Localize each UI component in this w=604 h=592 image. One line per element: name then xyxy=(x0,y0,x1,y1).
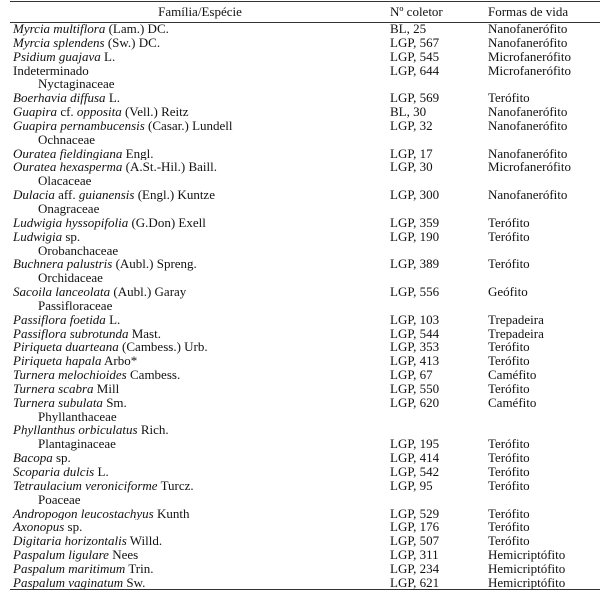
collector-cell: LGP, 545 xyxy=(390,49,440,64)
species-author: L. xyxy=(108,91,121,106)
species-name: Passiflora subrotunda xyxy=(13,326,129,341)
collector-cell: LGP, 195 xyxy=(390,437,440,452)
collector-cell: LGP, 300 xyxy=(390,188,440,202)
name-cell xyxy=(10,105,390,119)
species-author: Sm. xyxy=(106,395,127,410)
species-name: Indeterminado xyxy=(13,63,89,78)
life-form-cell: Terófito xyxy=(488,465,530,479)
species-name: Andropogon leucostachyus xyxy=(13,506,154,521)
life-form-cell xyxy=(488,271,600,285)
species-author: Mast. xyxy=(131,326,161,341)
species-author: Sw. xyxy=(126,575,146,590)
name-cell xyxy=(10,368,390,382)
header-family-species: Família/Espécie xyxy=(158,4,242,19)
life-form-cell: Caméfito xyxy=(488,395,537,410)
life-form-cell: Terófito xyxy=(488,451,530,465)
name-cell xyxy=(10,520,390,534)
species-row xyxy=(10,188,600,202)
name-cell xyxy=(10,548,390,562)
name-cell xyxy=(10,299,390,313)
collector-cell xyxy=(390,77,488,91)
species-row xyxy=(10,396,600,410)
species-author: L. xyxy=(109,312,121,327)
life-form-cell: Geófito xyxy=(488,285,528,299)
species-author: (Aubl.) Garay xyxy=(113,285,187,299)
species-row xyxy=(10,160,600,174)
collector-cell: LGP, 413 xyxy=(390,354,440,369)
life-form-cell: Nanofanerófito xyxy=(488,118,568,133)
species-author: (Aubl.) Spreng. xyxy=(115,257,197,272)
species-name: Ouratea hexasperma xyxy=(13,160,123,175)
species-author-2: (Vell.) Reitz xyxy=(124,105,189,119)
species-row xyxy=(10,91,600,105)
life-form-cell: Terófito xyxy=(488,340,530,355)
name-cell xyxy=(10,36,390,50)
name-cell xyxy=(10,534,390,548)
life-form-cell: Terófito xyxy=(488,437,530,452)
life-form-cell: Terófito xyxy=(488,506,530,521)
name-cell xyxy=(10,77,390,91)
collector-cell: LGP, 621 xyxy=(390,575,440,590)
family-row xyxy=(10,202,600,216)
species-author: sp. xyxy=(55,451,71,465)
species-row xyxy=(10,216,600,230)
collector-cell: LGP, 234 xyxy=(390,561,440,576)
species-name: Digitaria horizontalis xyxy=(13,534,127,549)
species-row xyxy=(10,576,600,590)
species-row xyxy=(10,340,600,354)
species-name: Paspalum vaginatum xyxy=(13,575,124,590)
life-form-cell xyxy=(488,202,600,216)
family-name: Nyctaginaceae xyxy=(38,77,115,92)
species-author: Arbo* xyxy=(104,354,138,369)
life-form-cell xyxy=(488,174,600,188)
collector-cell: LGP, 176 xyxy=(390,520,440,535)
species-name: Turnera scabra xyxy=(13,381,94,396)
species-author: Willd. xyxy=(129,534,163,549)
name-cell xyxy=(10,576,390,590)
species-author: (Cambess.) Urb. xyxy=(122,340,208,355)
species-row xyxy=(10,507,600,521)
collector-cell: LGP, 567 xyxy=(390,35,440,50)
family-name: Ochnaceae xyxy=(38,132,96,147)
name-cell xyxy=(10,50,390,64)
life-form-cell xyxy=(488,133,600,147)
species-author: (G.Don) Exell xyxy=(131,215,206,230)
species-name: Guapira xyxy=(13,105,58,119)
name-cell xyxy=(10,216,390,230)
name-cell xyxy=(10,437,390,451)
collector-cell: LGP, 507 xyxy=(390,534,440,549)
species-name: Turnera subulata xyxy=(13,395,103,410)
name-cell xyxy=(10,22,390,36)
species-author: L. xyxy=(97,465,109,479)
collector-cell: LGP, 644 xyxy=(390,63,440,78)
name-cell xyxy=(10,133,390,147)
name-cell xyxy=(10,188,390,202)
species-name: Tetraulacium veroniciforme xyxy=(13,478,158,493)
species-author: (Casar.) Lundell xyxy=(148,118,233,133)
collector-cell xyxy=(390,174,488,188)
collector-cell: LGP, 529 xyxy=(390,506,440,521)
species-row xyxy=(10,147,600,161)
name-cell xyxy=(10,64,390,78)
species-author: (A.St.-Hil.) Baill. xyxy=(125,160,218,175)
species-author: Rich. xyxy=(140,423,169,438)
name-cell xyxy=(10,160,390,174)
species-author-2: (Engl.) Kuntze xyxy=(137,188,215,202)
species-author: sp. xyxy=(67,520,83,535)
species-name: Myrcia splendens xyxy=(13,35,105,50)
family-row xyxy=(10,271,600,285)
life-form-cell xyxy=(488,77,600,91)
collector-cell xyxy=(390,202,488,216)
family-row xyxy=(10,174,600,188)
table-body xyxy=(10,22,600,590)
name-cell xyxy=(10,423,390,437)
life-form-cell: Terófito xyxy=(488,215,530,230)
life-form-cell: Trepadeira xyxy=(488,312,544,327)
name-cell xyxy=(10,91,390,105)
collector-cell: LGP, 67 xyxy=(390,368,433,382)
species-name: Boerhavia diffusa xyxy=(13,91,106,106)
name-cell xyxy=(10,340,390,354)
species-name: Psidium guajava xyxy=(13,49,101,64)
name-cell xyxy=(10,465,390,479)
life-form-cell: Terófito xyxy=(488,91,530,106)
species-row xyxy=(10,257,600,271)
species-row xyxy=(10,230,600,244)
life-form-cell: Microfanerófito xyxy=(488,49,572,64)
collector-cell: LGP, 414 xyxy=(390,451,440,465)
species-author: aff. xyxy=(58,188,76,202)
name-cell xyxy=(10,507,390,521)
life-form-cell: Hemicriptófito xyxy=(488,561,566,576)
family-name: Phyllanthaceae xyxy=(38,409,117,424)
name-cell xyxy=(10,327,390,341)
species-epithet: opposita xyxy=(76,105,122,119)
species-name: Paspalum maritimum xyxy=(13,561,126,576)
species-epithet: guianensis xyxy=(78,188,135,202)
species-row xyxy=(10,451,600,465)
species-name: Dulacia xyxy=(13,188,55,202)
species-author: (Sw.) DC. xyxy=(107,35,161,50)
life-form-cell: Terófito xyxy=(488,381,530,396)
life-form-cell: Terófito xyxy=(488,478,530,493)
species-author: Cambess. xyxy=(130,368,181,382)
species-author: Nees xyxy=(112,548,139,562)
name-cell xyxy=(10,562,390,576)
species-row xyxy=(10,520,600,534)
family-row xyxy=(10,410,600,424)
name-cell xyxy=(10,230,390,244)
collector-cell xyxy=(390,299,488,313)
life-form-cell: Terófito xyxy=(488,229,530,244)
species-row xyxy=(10,327,600,341)
header-collector: Nº coletor xyxy=(390,4,443,19)
species-author: Engl. xyxy=(125,146,154,161)
life-form-cell: Microfanerófito xyxy=(488,63,572,78)
name-cell xyxy=(10,382,390,396)
collector-cell: LGP, 95 xyxy=(390,478,433,493)
name-cell xyxy=(10,147,390,161)
collector-cell: LGP, 556 xyxy=(390,285,440,299)
collector-cell: LGP, 542 xyxy=(390,465,440,479)
life-form-cell: Hemicriptófito xyxy=(488,548,566,562)
collector-cell: LGP, 550 xyxy=(390,381,440,396)
species-name: Ludwigia xyxy=(13,229,63,244)
species-author: Mill xyxy=(96,381,120,396)
collector-cell: LGP, 620 xyxy=(390,395,440,410)
collector-cell: LGP, 30 xyxy=(390,160,433,175)
species-name: Piriqueta duarteana xyxy=(13,340,119,355)
species-author: Turcz. xyxy=(160,478,194,493)
collector-cell xyxy=(390,493,488,507)
collector-cell xyxy=(390,244,488,258)
life-form-cell xyxy=(488,299,600,313)
life-form-cell: Nanofanerófito xyxy=(488,105,568,119)
species-author: sp. xyxy=(65,229,81,244)
name-cell xyxy=(10,244,390,258)
life-form-cell xyxy=(488,423,600,437)
life-form-cell: Microfanerófito xyxy=(488,160,572,175)
collector-cell: LGP, 32 xyxy=(390,118,433,133)
collector-cell xyxy=(390,410,488,424)
species-author: Trin. xyxy=(128,561,154,576)
species-row xyxy=(10,105,600,119)
life-form-cell: Terófito xyxy=(488,534,530,549)
family-name: Orchidaceae xyxy=(38,271,103,286)
species-row xyxy=(10,64,600,78)
species-row xyxy=(10,479,600,493)
collector-cell: BL, 30 xyxy=(390,105,427,119)
name-cell xyxy=(10,410,390,424)
collector-cell xyxy=(390,423,488,437)
family-name: Olacaceae xyxy=(38,174,92,189)
collector-cell: LGP, 389 xyxy=(390,257,440,272)
species-author: L. xyxy=(104,49,116,64)
family-name: Passifloraceae xyxy=(38,298,113,313)
species-row xyxy=(10,354,600,368)
species-author: cf. xyxy=(60,105,74,119)
life-form-cell: Terófito xyxy=(488,520,530,535)
header-life-form: Formas de vida xyxy=(488,4,569,19)
life-form-cell: Nanofanerófito xyxy=(488,22,568,36)
name-cell xyxy=(10,451,390,465)
species-author: (Lam.) DC. xyxy=(108,22,169,36)
species-row xyxy=(10,313,600,327)
life-form-cell xyxy=(488,244,600,258)
collector-cell: LGP, 17 xyxy=(390,146,433,161)
collector-cell: LGP, 311 xyxy=(390,548,439,562)
table-header-row xyxy=(10,2,600,22)
family-row xyxy=(10,437,600,451)
species-name: Piriqueta hapala xyxy=(13,354,102,369)
species-row xyxy=(10,548,600,562)
species-name: Guapira pernambucensis xyxy=(13,118,145,133)
name-cell xyxy=(10,396,390,410)
species-row xyxy=(10,382,600,396)
species-name: Axonopus xyxy=(13,520,65,535)
life-form-cell: Trepadeira xyxy=(488,326,544,341)
table-bottom-rule xyxy=(10,589,600,590)
family-name: Orobanchaceae xyxy=(38,243,119,258)
species-row xyxy=(10,50,600,64)
collector-cell xyxy=(390,271,488,285)
species-row xyxy=(10,423,600,437)
name-cell xyxy=(10,174,390,188)
family-row xyxy=(10,77,600,91)
name-cell xyxy=(10,119,390,133)
collector-cell: LGP, 103 xyxy=(390,312,440,327)
name-cell xyxy=(10,285,390,299)
family-name: Onagraceae xyxy=(38,201,100,216)
family-row xyxy=(10,493,600,507)
species-name: Turnera melochioides xyxy=(13,368,127,382)
species-name: Paspalum ligulare xyxy=(13,548,109,562)
name-cell xyxy=(10,202,390,216)
species-row xyxy=(10,36,600,50)
species-row xyxy=(10,534,600,548)
species-row xyxy=(10,285,600,299)
collector-cell xyxy=(390,133,488,147)
species-name: Bacopa xyxy=(13,451,53,465)
name-cell xyxy=(10,313,390,327)
species-name: Buchnera palustris xyxy=(13,257,113,272)
collector-cell: LGP, 353 xyxy=(390,340,440,355)
species-row xyxy=(10,119,600,133)
species-name: Myrcia multiflora xyxy=(13,22,106,36)
collector-cell: LGP, 190 xyxy=(390,229,440,244)
family-row xyxy=(10,133,600,147)
species-row xyxy=(10,562,600,576)
name-cell xyxy=(10,271,390,285)
life-form-cell: Nanofanerófito xyxy=(488,35,568,50)
species-author: Kunth xyxy=(156,506,190,521)
life-form-cell xyxy=(488,493,600,507)
species-name: Sacoila lanceolata xyxy=(13,285,111,299)
life-form-cell: Nanofanerófito xyxy=(488,188,568,202)
species-row xyxy=(10,22,600,36)
species-name: Ludwigia hyssopifolia xyxy=(13,215,129,230)
life-form-cell: Caméfito xyxy=(488,368,537,382)
name-cell xyxy=(10,479,390,493)
life-form-cell: Terófito xyxy=(488,354,530,369)
collector-cell: LGP, 544 xyxy=(390,326,440,341)
collector-cell: LGP, 359 xyxy=(390,215,440,230)
species-row xyxy=(10,368,600,382)
life-form-cell: Nanofanerófito xyxy=(488,146,568,161)
species-row xyxy=(10,465,600,479)
family-name: Poaceae xyxy=(38,492,81,507)
name-cell xyxy=(10,257,390,271)
collector-cell: LGP, 569 xyxy=(390,91,440,106)
life-form-cell: Terófito xyxy=(488,257,530,272)
species-name: Ouratea fieldingiana xyxy=(13,146,123,161)
life-form-cell xyxy=(488,410,600,424)
family-row xyxy=(10,244,600,258)
species-name: Scoparia dulcis xyxy=(13,465,95,479)
life-form-cell: Hemicriptófito xyxy=(488,575,566,590)
species-table xyxy=(10,2,600,590)
species-name: Phyllanthus orbiculatus xyxy=(13,423,138,438)
name-cell xyxy=(10,493,390,507)
family-name: Plantaginaceae xyxy=(38,437,116,452)
family-row xyxy=(10,299,600,313)
collector-cell: BL, 25 xyxy=(390,22,427,36)
species-name: Passiflora foetida xyxy=(13,312,106,327)
name-cell xyxy=(10,354,390,368)
